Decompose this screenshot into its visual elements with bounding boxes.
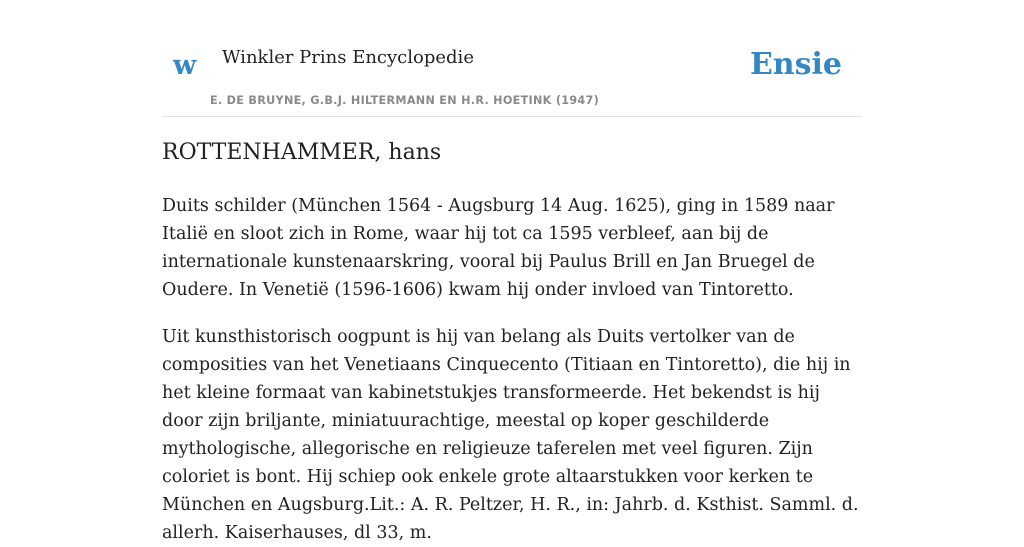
ensie-brand-logo[interactable]: Ensie (749, 47, 842, 82)
encyclopedia-authors: E. DE BRUYNE, G.B.J. HILTERMANN EN H.R. HOETINK (1947) (210, 94, 599, 107)
page-container (162, 0, 862, 543)
entry-title: ROTTENHAMMER, hans (162, 140, 442, 165)
entry-paragraph-1: Duits schilder (München 1564 - Augsburg 14 Aug. 1625), ging in 1589 naar Italië en sloot zich in Rome, waar hij tot ca 1595 verbleef, aan bij de internationale kunstenaarskring, vooral bij Paulus Brill en Jan Bruegel de Oudere. In Venetië (1596-1606) kwam hij onder invloed van Tintoretto. (162, 196, 835, 300)
entry-paragraph-2: Uit kunsthistorisch oogpunt is hij van belang als Duits vertolker van de composities van het Venetiaans Cinquecento (Titiaan en Tintoretto), die hij in het kleine formaat van kabinetstukjes transformeerde. Het bekendst is hij door zijn briljante, miniatuurachtige, meestal op koper geschilderde mythologische, allegorische en religieuze taferelen met veel figuren. Zijn coloriet is bont. Hij schiep ook enkele grote altaarstukken voor kerken te München en Augsburg.Lit.: A. R. Peltzer, H. R., in: Jahrb. d. Ksthist. Samml. d. allerh. Kaiserhauses, dl 33, m. (162, 327, 859, 543)
encyclopedia-title-link[interactable]: Winkler Prins Encyclopedie (222, 47, 474, 68)
encyclopedia-logo[interactable]: w (173, 50, 197, 81)
header (162, 0, 862, 117)
